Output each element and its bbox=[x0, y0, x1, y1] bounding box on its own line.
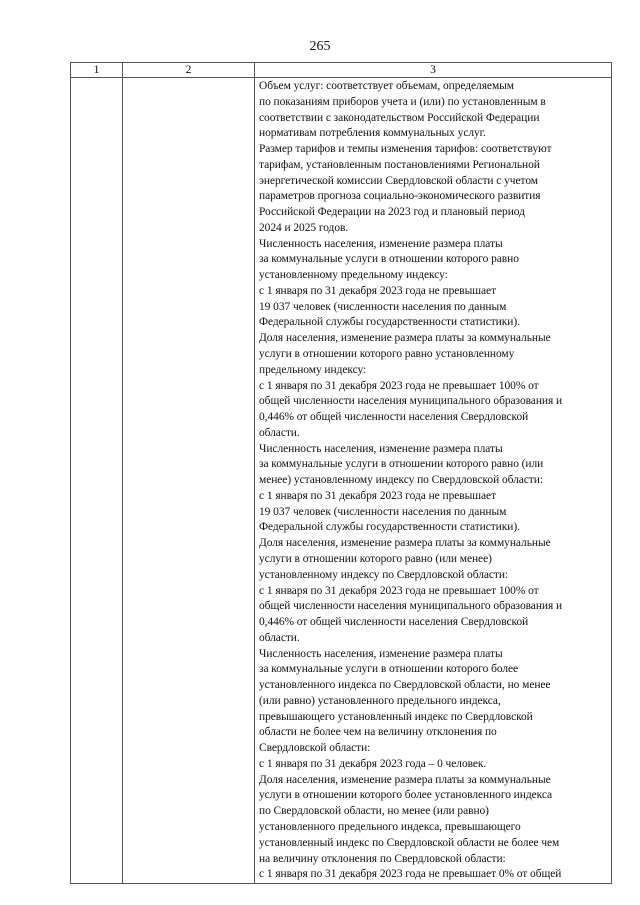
text-line: Доля населения, изменение размера платы за коммунальные bbox=[259, 537, 551, 550]
column-1-cell bbox=[71, 78, 123, 884]
text-line: с 1 января по 31 декабря 2023 года не превышает 100% от bbox=[259, 379, 539, 392]
table-header-row bbox=[71, 63, 612, 78]
text-line: по показаниям приборов учета и (или) по установленным в bbox=[259, 95, 546, 108]
text-line: общей численности населения муниципального образования и bbox=[259, 600, 563, 613]
text-line: Доля населения, изменение размера платы за коммунальные bbox=[259, 773, 551, 786]
text-line: (или равно) установленного предельного индекса, bbox=[259, 694, 501, 707]
text-line: 2024 и 2025 годов. bbox=[259, 221, 349, 234]
text-line: Численность населения, изменение размера платы bbox=[259, 647, 503, 660]
text-line: энергетической комиссии Свердловской области с учетом bbox=[259, 174, 538, 187]
text-line: за коммунальные услуги в отношении которого равно (или bbox=[259, 458, 544, 471]
text-line: с 1 января по 31 декабря 2023 года не превышает bbox=[259, 489, 497, 502]
text-line: с 1 января по 31 декабря 2023 года не превышает 0% от общей bbox=[259, 868, 562, 881]
text-line: превышающего установленный индекс по Свердловской bbox=[259, 710, 533, 723]
table-row bbox=[71, 78, 612, 884]
text-line: Численность населения, изменение размера платы bbox=[259, 442, 503, 455]
text-line: Российской Федерации на 2023 год и плановый период bbox=[259, 206, 525, 219]
text-line: Федеральной службы государственности статистики). bbox=[259, 521, 520, 534]
text-line: с 1 января по 31 декабря 2023 года не превышает 100% от bbox=[259, 584, 539, 597]
column-header-1: 1 bbox=[71, 63, 123, 78]
text-line: установленный индекс по Свердловской области не более чем bbox=[259, 836, 560, 849]
text-line: с 1 января по 31 декабря 2023 года не превышает bbox=[259, 284, 497, 297]
text-line: нормативам потребления коммунальных услуг. bbox=[259, 127, 486, 140]
text-line: области не более чем на величину отклонения по bbox=[259, 726, 497, 739]
text-line: параметров прогноза социально-экономического развития bbox=[259, 190, 541, 203]
text-line: Объем услуг: соответствует объемам, определяемым bbox=[259, 80, 514, 92]
text-line: с 1 января по 31 декабря 2023 года – 0 человек. bbox=[259, 757, 487, 770]
text-line: менее) установленному индексу по Свердловской области: bbox=[259, 474, 543, 487]
column-3-text bbox=[259, 79, 611, 883]
column-header-2: 2 bbox=[123, 63, 255, 78]
text-line: установленному индексу по Свердловской области: bbox=[259, 568, 509, 581]
text-line: услуги в отношении которого равно (или менее) bbox=[259, 552, 492, 565]
text-line: 0,446% от общей численности населения Свердловской bbox=[259, 411, 529, 424]
text-line: Численность населения, изменение размера платы bbox=[259, 237, 503, 250]
text-line: предельному индексу: bbox=[259, 363, 367, 376]
text-line: тарифам, установленным постановлениями Региональной bbox=[259, 158, 540, 171]
text-line: Свердловской области: bbox=[259, 742, 371, 755]
text-line: Федеральной службы государственности статистики). bbox=[259, 316, 520, 329]
column-header-3: 3 bbox=[255, 63, 612, 78]
text-line: Размер тарифов и темпы изменения тарифов: соответствуют bbox=[259, 143, 552, 156]
text-line: 19 037 человек (численности населения по данным bbox=[259, 300, 507, 313]
text-line: 19 037 человек (численности населения по данным bbox=[259, 505, 507, 518]
text-line: услуги в отношении которого более установленного индекса bbox=[259, 789, 553, 802]
text-line: установленному предельному индексу: bbox=[259, 269, 448, 282]
page-number: 265 bbox=[309, 39, 331, 54]
text-line: установленного предельного индекса, превышающего bbox=[259, 820, 521, 833]
column-3-cell bbox=[255, 78, 612, 884]
text-line: соответствии с законодательством Российской Федерации bbox=[259, 111, 540, 124]
text-line: на величину отклонения по Свердловской области: bbox=[259, 852, 506, 865]
text-line: общей численности населения муниципального образования и bbox=[259, 395, 563, 408]
text-line: 0,446% от общей численности населения Свердловской bbox=[259, 616, 529, 629]
text-line: услуги в отношении которого равно установленному bbox=[259, 348, 515, 361]
document-table bbox=[70, 62, 612, 884]
text-line: за коммунальные услуги в отношении которого более bbox=[259, 663, 519, 676]
column-2-cell bbox=[123, 78, 255, 884]
text-line: за коммунальные услуги в отношении которого равно bbox=[259, 253, 519, 266]
text-line: области. bbox=[259, 631, 300, 644]
text-line: по Свердловской области, но менее (или равно) bbox=[259, 805, 489, 818]
text-line: установленного индекса по Свердловской области, но менее bbox=[259, 679, 551, 692]
text-line: Доля населения, изменение размера платы за коммунальные bbox=[259, 332, 551, 345]
text-line: области. bbox=[259, 426, 300, 439]
